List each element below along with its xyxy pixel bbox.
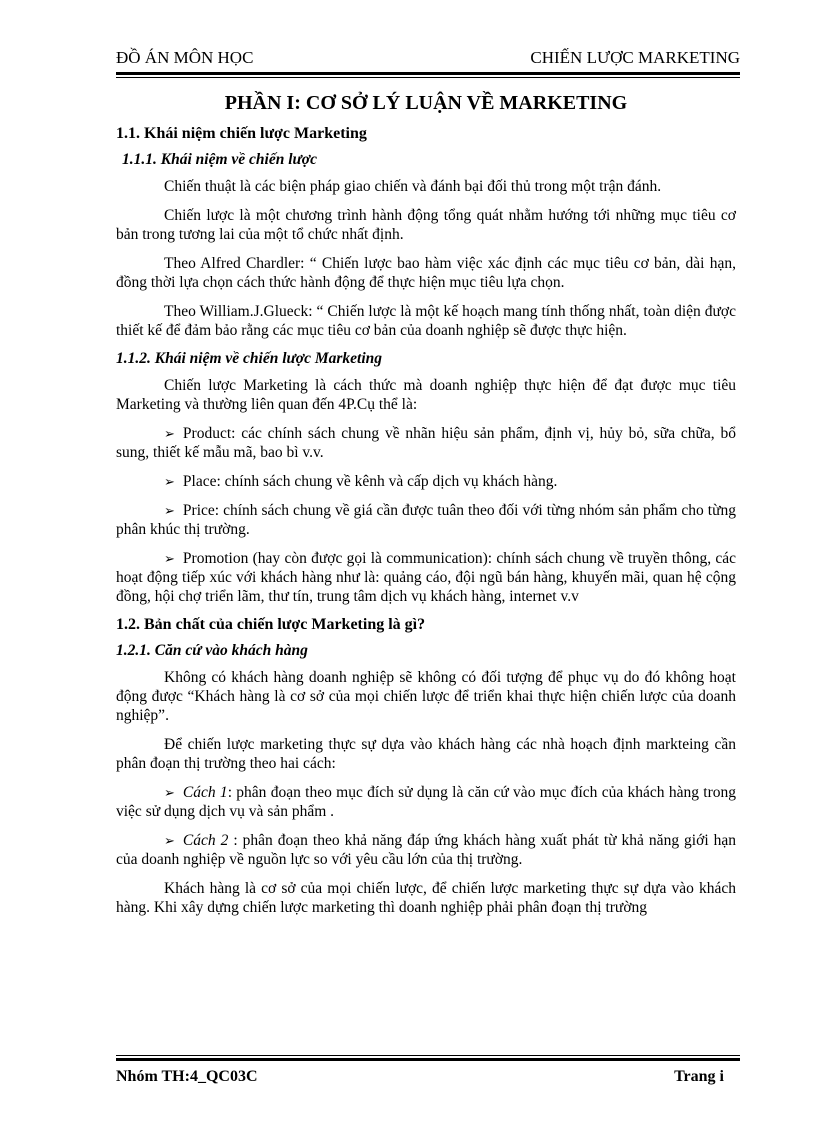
subsection-heading-1-2-1: 1.2.1. Căn cứ vào khách hàng — [116, 642, 308, 659]
header-rule-thick — [116, 72, 740, 75]
section-heading-1-1: 1.1. Khái niệm chiến lược Marketing — [116, 125, 367, 142]
bullet-text: : phân đoạn theo mục đích sử dụng là căn cứ vào mục đích của khách hàng trong việc sử dụng dịch vụ và sản phẩm . — [116, 784, 737, 820]
header-rule-thin — [116, 77, 740, 78]
subsection-heading-1-1-2: 1.1.2. Khái niệm về chiến lược Marketing — [116, 350, 383, 367]
bullet-label: Cách 2 — [182, 832, 229, 849]
bullet-item — [116, 831, 736, 869]
bullet-item — [116, 783, 736, 821]
paragraph: Theo Alfred Chardler: “ Chiến lược bao hàm việc xác định các mục tiêu cơ bản, dài hạn, đồng thời lựa chọn cách thức hành động để thực hiện mục tiêu lựa chọn. — [116, 255, 736, 291]
section-heading-1-2: 1.2. Bản chất của chiến lược Marketing là gì? — [116, 616, 426, 633]
document-body — [116, 90, 736, 927]
arrow-bullet-icon: ➢ — [164, 474, 175, 489]
header-left: ĐỒ ÁN MÔN HỌC — [116, 48, 254, 67]
arrow-bullet-icon: ➢ — [164, 785, 175, 800]
page-header — [116, 48, 740, 72]
bullet-text: Price: chính sách chung về giá cần được tuân theo đối với từng nhóm sản phẩm cho từng phân khúc thị trường. — [116, 502, 736, 538]
bullet-item — [116, 472, 736, 491]
header-right: CHIẾN LƯỢC MARKETING — [530, 48, 740, 67]
paragraph: Chiến lược là một chương trình hành động tổng quát nhằm hướng tới những mục tiêu cơ bản trong tương lai của một tổ chức nhất định. — [116, 207, 736, 243]
bullet-item — [116, 549, 736, 606]
paragraph: Không có khách hàng doanh nghiệp sẽ không có đối tượng để phục vụ do đó không hoạt động được “Khách hàng là cơ sở của mọi chiến lược để triển khai thực hiện chiến lược của doanh nghiệp”. — [116, 669, 736, 724]
paragraph: Để chiến lược marketing thực sự dựa vào khách hàng các nhà hoạch định markteing cần phân đoạn thị trường theo hai cách: — [116, 736, 736, 772]
bullet-item — [116, 501, 736, 539]
page-footer — [116, 1068, 740, 1090]
bullet-item — [116, 424, 736, 462]
bullet-text: Product: các chính sách chung về nhãn hiệu sản phẩm, định vị, hủy bỏ, sữa chữa, bổ sung, thiết kế mẫu mã, bao bì v.v. — [116, 425, 736, 461]
paragraph: Khách hàng là cơ sở của mọi chiến lược, để chiến lược marketing thực sự dựa vào khách hàng. Khi xây dựng chiến lược marketing thì doanh nghiệp phải phân đoạn thị trường — [116, 880, 736, 916]
paragraph: Chiến lược Marketing là cách thức mà doanh nghiệp thực hiện để đạt được mục tiêu Marketing và thường liên quan đến 4P.Cụ thể là: — [116, 377, 736, 413]
paragraph: Chiến thuật là các biện pháp giao chiến và đánh bại đối thủ trong một trận đánh. — [164, 178, 662, 195]
footer-group: Nhóm TH:4_QC03C — [116, 1068, 258, 1085]
bullet-label: Cách 1 — [182, 784, 228, 801]
bullet-text: Place: chính sách chung về kênh và cấp dịch vụ khách hàng. — [182, 473, 558, 490]
bullet-text: : phân đoạn theo khả năng đáp ứng khách hàng xuất phát từ khả năng giới hạn của doanh nghiệp về nguồn lực so với yêu cầu lớn của thị trường. — [116, 832, 736, 868]
bullet-text: Promotion (hay còn được gọi là communication): chính sách chung về truyền thông, các hoạt động tiếp xúc với khách hàng như là: quảng cáo, đội ngũ bán hàng, khuyến mãi, quan hệ cộng đồng, hội chợ triển lãm, thư tín, trung tâm dịch vụ khách hàng, internet v.v — [116, 550, 736, 605]
arrow-bullet-icon: ➢ — [164, 551, 175, 566]
footer-rule-thin — [116, 1055, 740, 1056]
arrow-bullet-icon: ➢ — [164, 503, 175, 518]
arrow-bullet-icon: ➢ — [164, 426, 175, 441]
paragraph: Theo William.J.Glueck: “ Chiến lược là một kế hoạch mang tính thống nhất, toàn diện được thiết kế để đảm bảo rằng các mục tiêu cơ bản của doanh nghiệp sẽ được thực hiện. — [116, 303, 736, 339]
footer-rule-thick — [116, 1058, 740, 1061]
arrow-bullet-icon: ➢ — [164, 833, 175, 848]
page-title: PHẦN I: CƠ SỞ LÝ LUẬN VỀ MARKETING — [224, 92, 628, 114]
subsection-heading-1-1-1: 1.1.1. Khái niệm về chiến lược — [122, 151, 317, 168]
page-number: Trang i — [674, 1068, 724, 1085]
